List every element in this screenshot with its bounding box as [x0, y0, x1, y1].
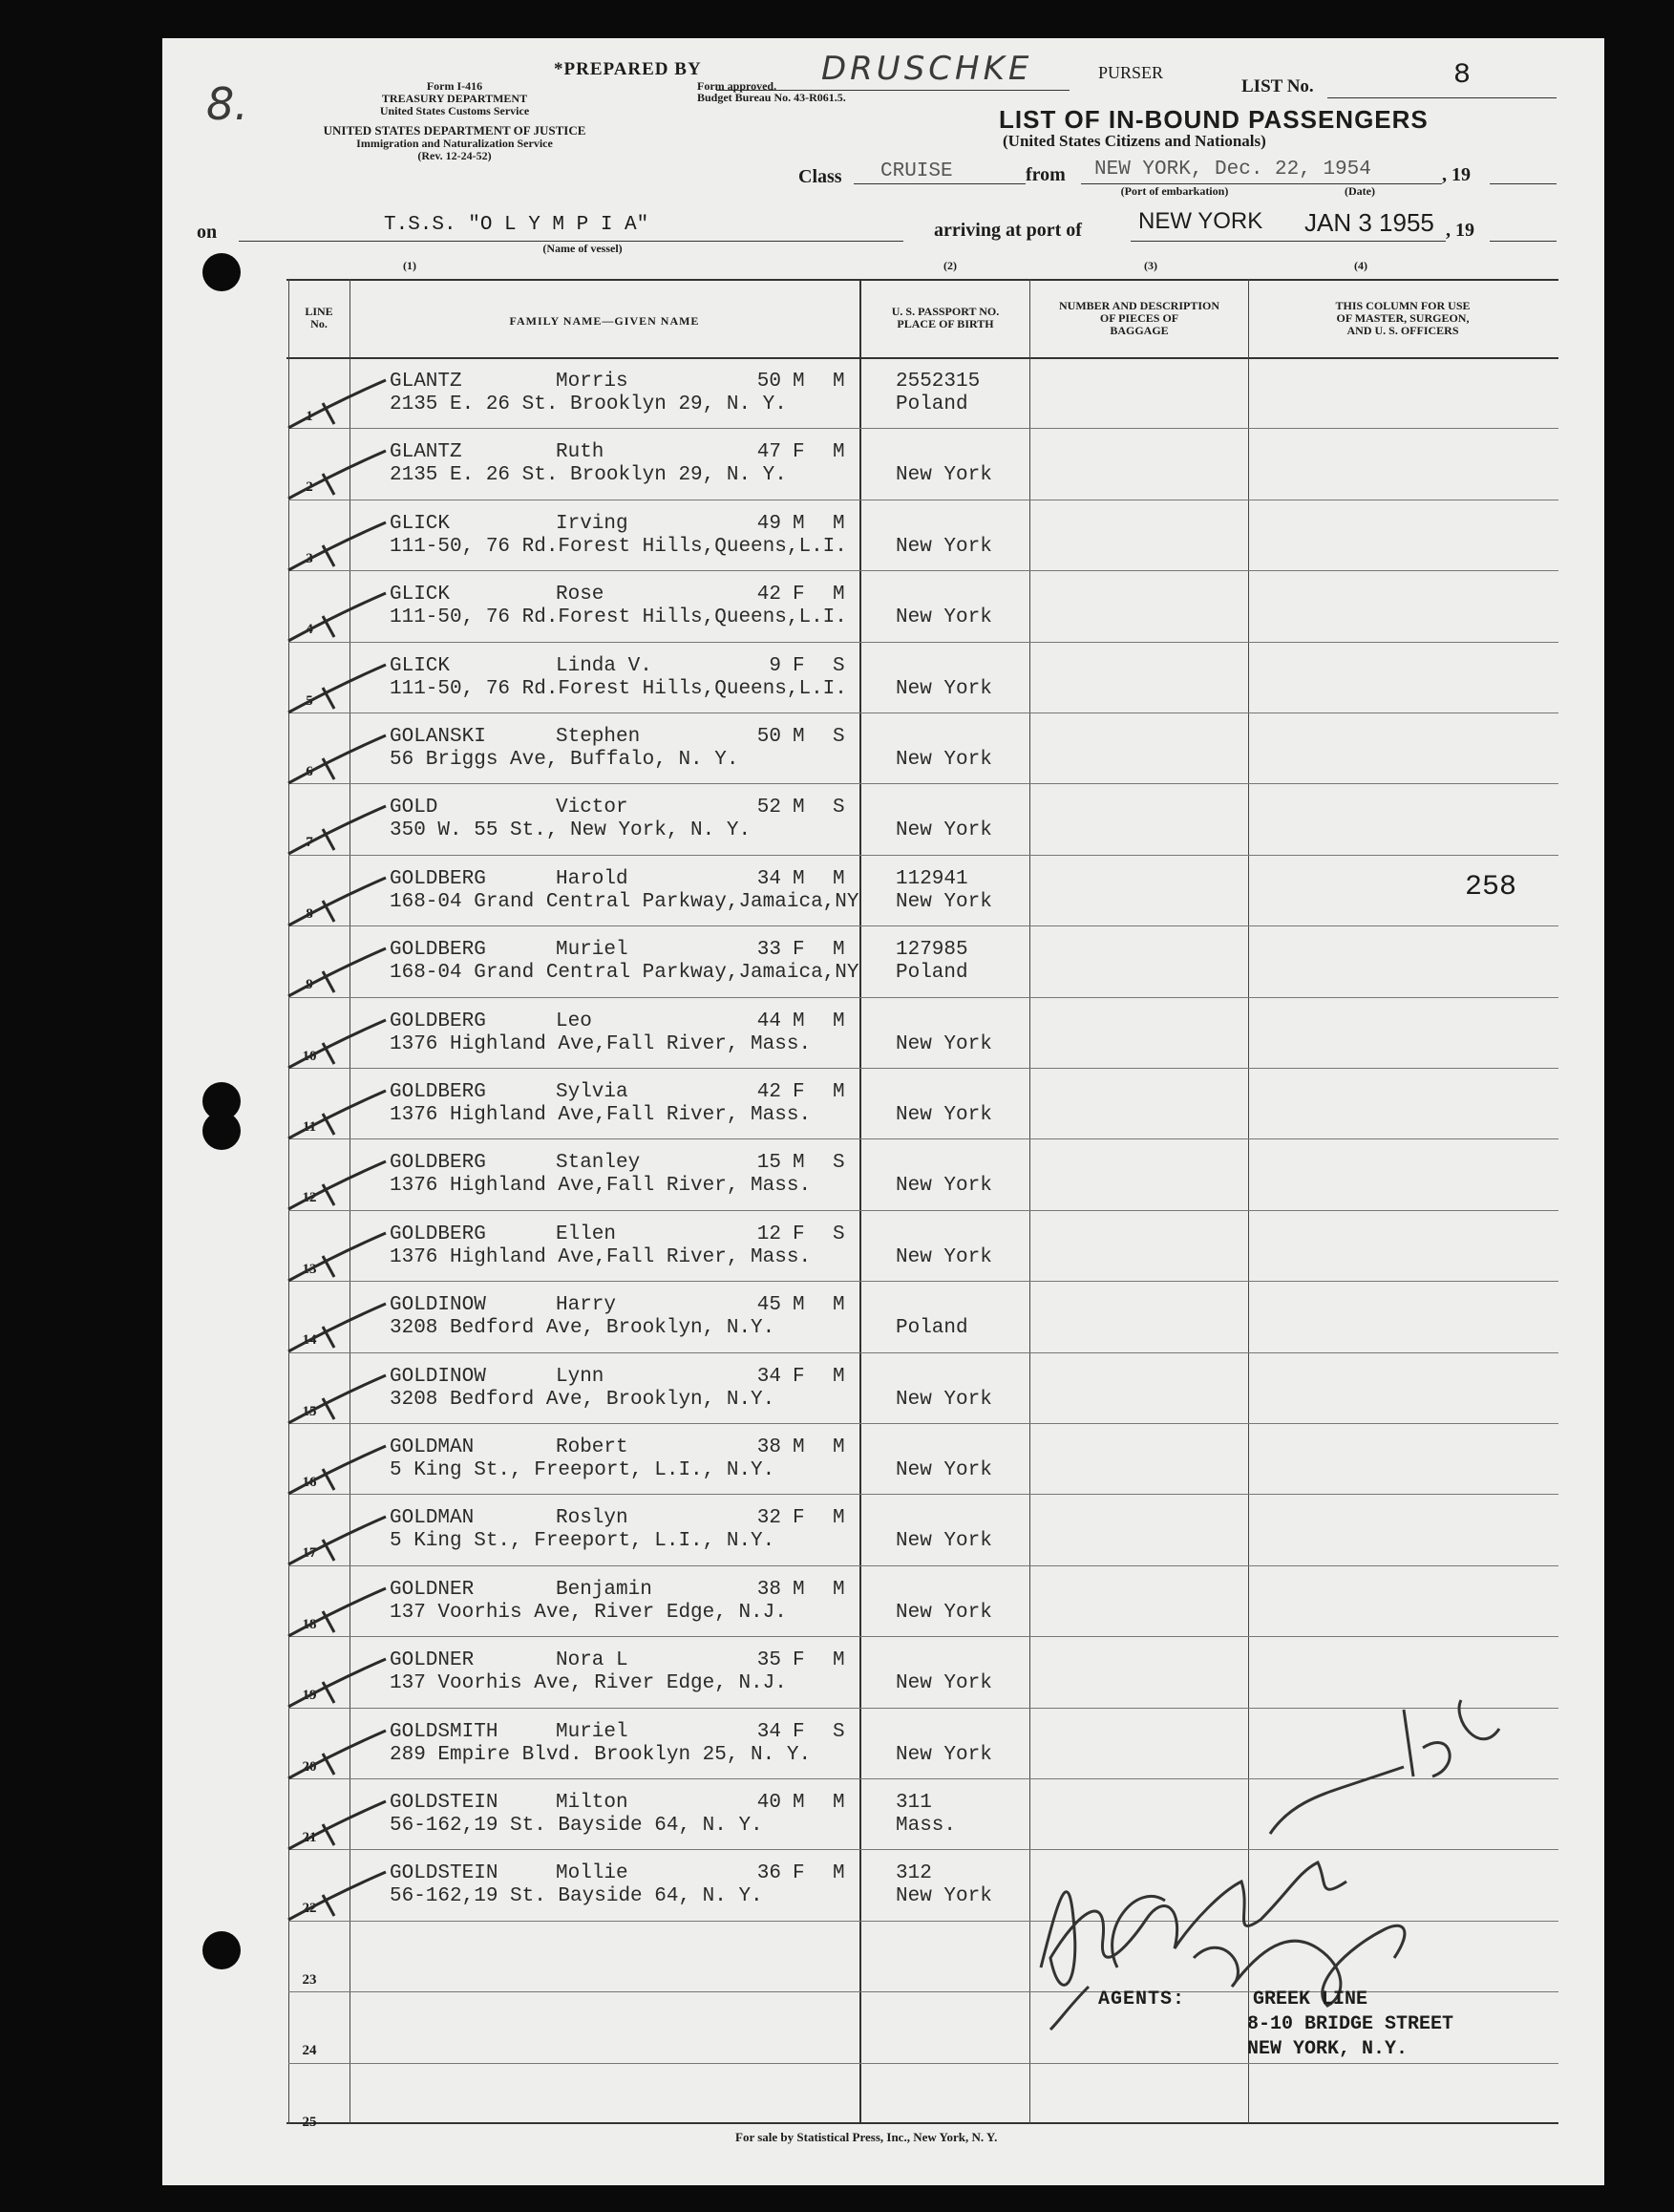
age: 34 — [756, 1365, 781, 1388]
sex: M — [793, 867, 805, 890]
arrival-line — [1131, 241, 1446, 242]
line-number: 2 — [306, 479, 313, 496]
prepared-by-label: *PREPARED BY — [554, 59, 702, 79]
given-name: Lynn — [556, 1365, 604, 1388]
col-number-2: (2) — [943, 259, 957, 272]
address: 2135 E. 26 St. Brooklyn 29, N. Y. — [390, 393, 787, 415]
family-name: GOLANSKI — [390, 726, 486, 748]
check-mark — [285, 1227, 390, 1285]
age: 42 — [756, 584, 781, 606]
dept-customs: United States Customs Service — [379, 104, 530, 117]
place-of-birth: New York — [896, 464, 992, 487]
document-subtitle: (United States Citizens and Nationals) — [1003, 132, 1266, 150]
given-name: Harry — [556, 1294, 617, 1317]
margin-number: 258 — [1465, 871, 1517, 904]
sex: F — [793, 1223, 805, 1245]
budget-bureau: Budget Bureau No. 43-R061.5. — [697, 91, 846, 104]
given-name: Nora L — [556, 1649, 628, 1672]
table-top-border — [286, 279, 1558, 281]
family-name: GOLDBERG — [390, 1081, 486, 1103]
address: 111-50, 76 Rd.Forest Hills,Queens,L.I. — [390, 606, 847, 629]
corner-mark: 8. — [206, 78, 248, 130]
given-name: Milton — [556, 1792, 628, 1814]
address: 289 Empire Blvd. Brooklyn 25, N. Y. — [390, 1743, 812, 1766]
given-name: Victor — [556, 797, 628, 819]
age: 33 — [756, 939, 781, 962]
family-name: GOLDNER — [390, 1649, 475, 1672]
line-number: 24 — [302, 2043, 317, 2059]
address: 2135 E. 26 St. Brooklyn 29, N. Y. — [390, 464, 787, 487]
row-divider — [288, 1494, 1558, 1495]
age: 50 — [756, 371, 781, 393]
given-name: Stanley — [556, 1152, 641, 1175]
sex: F — [793, 654, 805, 677]
place-of-birth: New York — [896, 1245, 992, 1268]
address: 1376 Highland Ave,Fall River, Mass. — [390, 1104, 812, 1126]
place-of-birth: New York — [896, 677, 992, 700]
vessel-name: T.S.S. "O L Y M P I A" — [384, 214, 649, 236]
age: 40 — [756, 1792, 781, 1814]
age: 9 — [769, 654, 781, 677]
age: 12 — [756, 1223, 781, 1245]
given-name: Leo — [556, 1010, 592, 1032]
year-suffix-2: , 19 — [1446, 220, 1474, 241]
marital-status: M — [833, 1649, 845, 1672]
marital-status: M — [833, 1578, 845, 1601]
given-name: Sylvia — [556, 1081, 628, 1103]
check-mark — [285, 1370, 390, 1427]
age: 35 — [756, 1649, 781, 1672]
marital-status: M — [833, 939, 845, 962]
line-number: 13 — [302, 1261, 317, 1277]
address: 3208 Bedford Ave, Brooklyn, N.Y. — [390, 1317, 775, 1340]
marital-status: M — [833, 584, 845, 606]
dept-treasury: TREASURY DEPARTMENT — [381, 92, 528, 105]
sex: F — [793, 1365, 805, 1388]
address: 3208 Bedford Ave, Brooklyn, N.Y. — [390, 1388, 775, 1411]
sex: M — [793, 797, 805, 819]
family-name: GLANTZ — [390, 371, 462, 393]
given-name: Irving — [556, 512, 628, 535]
given-name: Harold — [556, 867, 628, 890]
address: 56-162,19 St. Bayside 64, N. Y. — [390, 1815, 763, 1837]
passport-number: 2552315 — [896, 371, 981, 393]
col-number-1: (1) — [403, 259, 416, 272]
line-number: 25 — [302, 2114, 317, 2130]
marital-status: M — [833, 1862, 845, 1885]
line-number: 3 — [306, 550, 313, 566]
check-mark — [285, 1014, 390, 1072]
place-of-birth: New York — [896, 890, 992, 913]
on-label: on — [197, 222, 218, 243]
age: 34 — [756, 867, 781, 890]
form-revision: (Rev. 12-24-52) — [417, 149, 492, 162]
row-divider — [288, 1352, 1558, 1353]
marital-status: M — [833, 1010, 845, 1032]
given-name: Stephen — [556, 726, 641, 748]
check-mark — [285, 659, 390, 716]
family-name: GOLDMAN — [390, 1436, 475, 1458]
col-number-3: (3) — [1144, 259, 1157, 272]
place-of-birth: New York — [896, 1530, 992, 1553]
marital-status: M — [833, 1507, 845, 1530]
sex: F — [793, 1862, 805, 1885]
age: 47 — [756, 441, 781, 464]
check-mark — [285, 1156, 390, 1213]
family-name: GOLDINOW — [390, 1294, 486, 1317]
row-divider — [288, 1138, 1558, 1139]
check-mark — [285, 1653, 390, 1711]
sex: F — [793, 939, 805, 962]
header-officers: THIS COLUMN FOR USE OF MASTER, SURGEON, AND U. S. OFFICERS — [1335, 299, 1471, 337]
passport-number: 311 — [896, 1792, 932, 1814]
given-name: Mollie — [556, 1862, 628, 1885]
header-bottom-border — [286, 357, 1558, 359]
marital-status: M — [833, 371, 845, 393]
dept-immigration: Immigration and Naturalization Service — [356, 137, 553, 150]
family-name: GOLDINOW — [390, 1365, 486, 1388]
header-name: FAMILY NAME—GIVEN NAME — [509, 314, 700, 328]
year-line-2 — [1490, 241, 1557, 242]
marital-status: M — [833, 867, 845, 890]
class-value: CRUISE — [880, 160, 953, 182]
agents-line-1: GREEK LINE — [1253, 1989, 1368, 2010]
arriving-label: arriving at port of — [934, 220, 1082, 241]
place-of-birth: New York — [896, 1104, 992, 1126]
place-of-birth: Mass. — [896, 1815, 957, 1837]
class-label: Class — [798, 166, 842, 187]
age: 32 — [756, 1507, 781, 1530]
age: 38 — [756, 1578, 781, 1601]
port-embark-caption: (Port of embarkation) — [1120, 184, 1229, 198]
sex: M — [793, 1436, 805, 1458]
line-number: 23 — [302, 1971, 317, 1988]
place-of-birth: New York — [896, 749, 992, 771]
row-divider — [288, 783, 1558, 784]
place-of-birth: New York — [896, 819, 992, 842]
marital-status: M — [833, 512, 845, 535]
row-divider — [288, 1565, 1558, 1566]
address: 1376 Highland Ave,Fall River, Mass. — [390, 1032, 812, 1055]
row-divider — [288, 1068, 1558, 1069]
address: 5 King St., Freeport, L.I., N.Y. — [390, 1530, 775, 1553]
check-mark — [285, 1796, 390, 1853]
punch-hole — [202, 1112, 241, 1150]
header-passport: U. S. PASSPORT NO. PLACE OF BIRTH — [891, 305, 1000, 330]
row-divider — [288, 1281, 1558, 1282]
address: 137 Voorhis Ave, River Edge, N.J. — [390, 1672, 787, 1695]
marital-status: S — [833, 1152, 845, 1175]
marital-status: M — [833, 441, 845, 464]
address: 168-04 Grand Central Parkway,Jamaica,NY — [390, 890, 859, 913]
sex: F — [793, 1720, 805, 1743]
class-line — [854, 183, 1026, 184]
line-number: 18 — [302, 1616, 317, 1632]
date-caption: (Date) — [1345, 184, 1375, 198]
check-mark — [285, 1440, 390, 1498]
check-mark — [285, 374, 390, 432]
line-number: 14 — [302, 1332, 317, 1349]
agents-line-3: NEW YORK, N.Y. — [1247, 2038, 1409, 2060]
marital-status: S — [833, 797, 845, 819]
family-name: GOLDNER — [390, 1578, 475, 1601]
sex: M — [793, 1010, 805, 1032]
family-name: GOLDBERG — [390, 867, 486, 890]
place-of-birth: New York — [896, 1032, 992, 1055]
marital-status: S — [833, 1720, 845, 1743]
place-of-birth: New York — [896, 535, 992, 558]
row-divider — [288, 1210, 1558, 1211]
place-of-birth: New York — [896, 606, 992, 629]
address: 5 King St., Freeport, L.I., N.Y. — [390, 1459, 775, 1481]
from-label: from — [1026, 164, 1066, 185]
family-name: GOLD — [390, 797, 438, 819]
age: 49 — [756, 512, 781, 535]
sex: F — [793, 1649, 805, 1672]
address: 56-162,19 St. Bayside 64, N. Y. — [390, 1885, 763, 1908]
sex: F — [793, 584, 805, 606]
address: 111-50, 76 Rd.Forest Hills,Queens,L.I. — [390, 677, 847, 700]
row-divider — [288, 2063, 1558, 2064]
sex: M — [793, 726, 805, 748]
year-line — [1490, 183, 1557, 184]
line-number: 20 — [302, 1758, 317, 1775]
document-sheet — [162, 38, 1604, 2185]
marital-status: S — [833, 1223, 845, 1245]
family-name: GOLDBERG — [390, 1152, 486, 1175]
line-number: 9 — [306, 977, 313, 993]
given-name: Roslyn — [556, 1507, 628, 1530]
check-mark — [285, 1511, 390, 1568]
check-mark — [285, 445, 390, 502]
sex: F — [793, 1081, 805, 1103]
row-divider — [288, 1423, 1558, 1424]
check-mark — [285, 800, 390, 858]
address: 168-04 Grand Central Parkway,Jamaica,NY — [390, 962, 859, 985]
vessel-caption: (Name of vessel) — [542, 242, 623, 255]
place-of-birth: New York — [896, 1885, 992, 1908]
line-number: 17 — [302, 1545, 317, 1562]
row-divider — [288, 1636, 1558, 1637]
place-of-birth: Poland — [896, 1317, 968, 1340]
marital-status: M — [833, 1081, 845, 1103]
list-no-value: 8 — [1453, 59, 1472, 92]
family-name: GOLDMAN — [390, 1507, 475, 1530]
given-name: Muriel — [556, 1720, 628, 1743]
row-divider — [288, 997, 1558, 998]
arrival-port: NEW YORK — [1138, 208, 1263, 234]
agents-line-2: 8-10 BRIDGE STREET — [1247, 2013, 1454, 2035]
punch-hole — [202, 1931, 241, 1969]
family-name: GLANTZ — [390, 441, 462, 464]
row-divider — [288, 925, 1558, 926]
year-suffix: , 19 — [1442, 164, 1471, 185]
passport-number: 127985 — [896, 939, 968, 962]
passport-number: 312 — [896, 1862, 932, 1885]
age: 34 — [756, 1720, 781, 1743]
check-mark — [285, 943, 390, 1000]
family-name: GOLDSTEIN — [390, 1792, 498, 1814]
place-of-birth: New York — [896, 1601, 992, 1624]
col-number-4: (4) — [1354, 259, 1367, 272]
place-of-birth: New York — [896, 1388, 992, 1411]
list-no-line — [1327, 97, 1557, 98]
line-number: 11 — [302, 1119, 317, 1135]
footer-printer: For sale by Statistical Press, Inc., New York, N. Y. — [735, 2130, 998, 2144]
sex: M — [793, 1152, 805, 1175]
purser-label: PURSER — [1098, 63, 1164, 82]
marital-status: S — [833, 654, 845, 677]
header-line-no: LINE No. — [305, 305, 333, 330]
place-of-birth: Poland — [896, 393, 968, 415]
age: 38 — [756, 1436, 781, 1458]
line-number: 21 — [302, 1830, 317, 1845]
place-of-birth: New York — [896, 1672, 992, 1695]
given-name: Muriel — [556, 939, 628, 962]
line-number: 6 — [306, 764, 313, 779]
place-of-birth: New York — [896, 1743, 992, 1766]
line-number: 5 — [306, 692, 313, 709]
list-no-label: LIST No. — [1241, 76, 1314, 96]
check-mark — [285, 587, 390, 645]
form-approved: Form approved. — [697, 79, 777, 93]
line-number: 15 — [302, 1403, 317, 1419]
officer-signature — [1003, 1643, 1537, 2044]
line-number: 22 — [302, 1901, 317, 1917]
address: 137 Voorhis Ave, River Edge, N.J. — [390, 1601, 787, 1624]
marital-status: M — [833, 1436, 845, 1458]
from-value: NEW YORK, Dec. 22, 1954 — [1094, 159, 1371, 181]
family-name: GLICK — [390, 512, 451, 535]
age: 36 — [756, 1862, 781, 1885]
header-baggage: NUMBER AND DESCRIPTION OF PIECES OF BAGGAGE — [1058, 299, 1220, 337]
address: 1376 Highland Ave,Fall River, Mass. — [390, 1245, 812, 1268]
check-mark — [285, 730, 390, 787]
family-name: GOLDSTEIN — [390, 1862, 498, 1885]
line-number: 10 — [302, 1048, 317, 1064]
table-bottom-border — [286, 2122, 1558, 2124]
line-number: 1 — [306, 409, 313, 424]
age: 50 — [756, 726, 781, 748]
age: 45 — [756, 1294, 781, 1317]
arrival-date-stamp: JAN 3 1955 — [1304, 208, 1434, 237]
place-of-birth: Poland — [896, 962, 968, 985]
place-of-birth: New York — [896, 1175, 992, 1198]
agents-label: AGENTS: — [1098, 1989, 1186, 2010]
family-name: GLICK — [390, 654, 451, 677]
given-name: Robert — [556, 1436, 628, 1458]
row-divider — [288, 570, 1558, 571]
family-name: GOLDBERG — [390, 1223, 486, 1245]
address: 1376 Highland Ave,Fall River, Mass. — [390, 1175, 812, 1198]
document-title: LIST OF IN-BOUND PASSENGERS — [999, 105, 1429, 134]
family-name: GOLDSMITH — [390, 1720, 498, 1743]
check-mark — [285, 1298, 390, 1355]
name-divider — [859, 279, 861, 2124]
line-number: 16 — [302, 1475, 317, 1490]
line-number: 19 — [302, 1688, 317, 1704]
given-name: Linda V. — [556, 654, 652, 677]
row-divider — [288, 855, 1558, 856]
sex: M — [793, 1294, 805, 1317]
line-number: 8 — [306, 905, 313, 922]
age: 44 — [756, 1010, 781, 1032]
line-number: 7 — [306, 835, 313, 851]
family-name: GOLDBERG — [390, 1010, 486, 1032]
marital-status: M — [833, 1365, 845, 1388]
check-mark — [285, 517, 390, 574]
punch-hole — [202, 253, 241, 291]
given-name: Benjamin — [556, 1578, 652, 1601]
sex: M — [793, 1792, 805, 1814]
address: 56 Briggs Ave, Buffalo, N. Y. — [390, 749, 739, 771]
check-mark — [285, 1866, 390, 1924]
line-number: 12 — [302, 1190, 317, 1206]
address: 111-50, 76 Rd.Forest Hills,Queens,L.I. — [390, 535, 847, 558]
sex: M — [793, 1578, 805, 1601]
family-name: GLICK — [390, 584, 451, 606]
sex: F — [793, 441, 805, 464]
given-name: Ruth — [556, 441, 604, 464]
sex: M — [793, 371, 805, 393]
address: 350 W. 55 St., New York, N. Y. — [390, 819, 752, 842]
age: 15 — [756, 1152, 781, 1175]
check-mark — [285, 1725, 390, 1782]
given-name: Rose — [556, 584, 604, 606]
marital-status: S — [833, 726, 845, 748]
marital-status: M — [833, 1792, 845, 1814]
passport-number: 112941 — [896, 867, 968, 890]
given-name: Morris — [556, 371, 628, 393]
family-name: GOLDBERG — [390, 939, 486, 962]
row-divider — [288, 428, 1558, 429]
age: 52 — [756, 797, 781, 819]
dept-justice: UNITED STATES DEPARTMENT OF JUSTICE — [323, 123, 586, 138]
given-name: Ellen — [556, 1223, 617, 1245]
age: 42 — [756, 1081, 781, 1103]
check-mark — [285, 1085, 390, 1142]
sex: M — [793, 512, 805, 535]
line-number: 4 — [306, 622, 313, 638]
check-mark — [285, 872, 390, 929]
marital-status: M — [833, 1294, 845, 1317]
sex: F — [793, 1507, 805, 1530]
prepared-by-value: DRUSCHKE — [821, 50, 1033, 88]
check-mark — [285, 1583, 390, 1640]
place-of-birth: New York — [896, 1459, 992, 1481]
form-number: Form I-416 — [426, 79, 483, 93]
row-divider — [288, 642, 1558, 643]
